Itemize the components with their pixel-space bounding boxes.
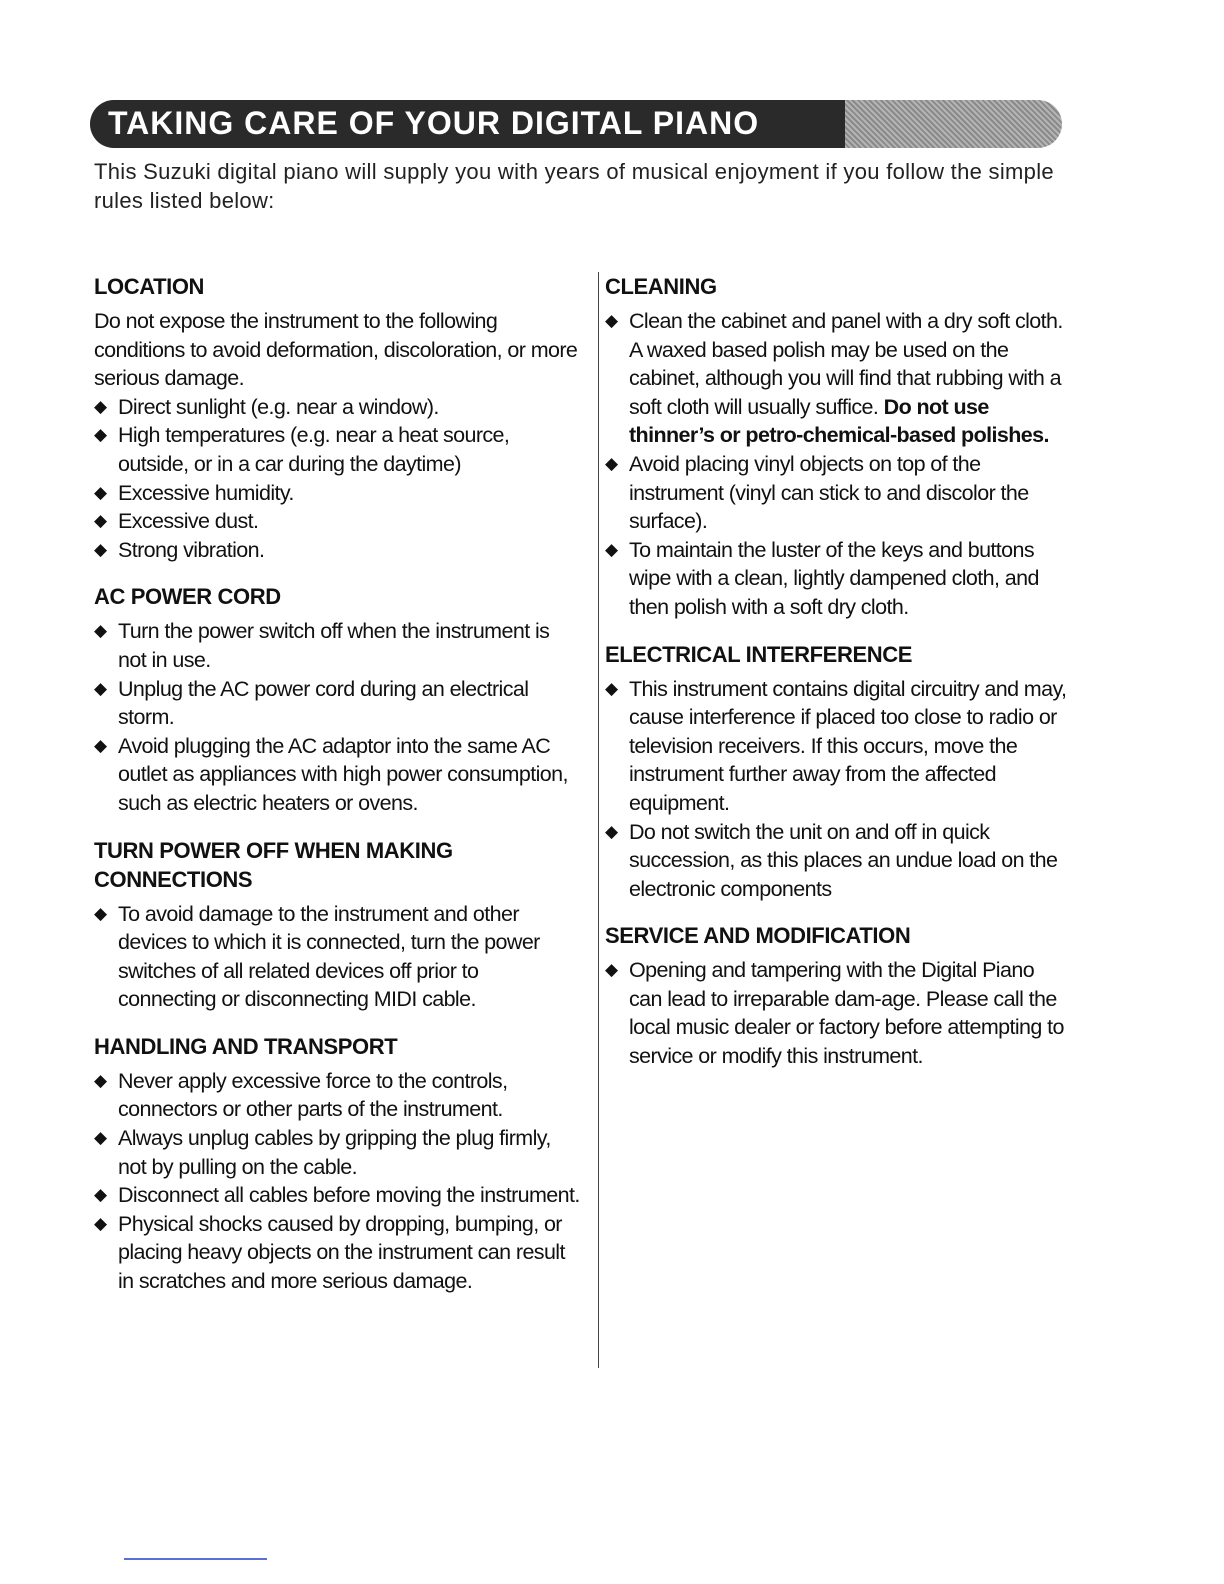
diamond-bullet-icon: ◆ [94,1128,107,1148]
bullet-list [605,956,1069,1070]
bullet-list [605,307,1069,622]
list-item: ◆ Strong vibration. [94,536,580,565]
section-heading: SERVICE AND MODIFICATION [605,923,911,949]
intro-paragraph: This Suzuki digital piano will supply you with years of musical enjoyment if you follow the simple rules listed below: [94,159,1054,213]
diamond-bullet-icon: ◆ [94,621,107,641]
list-item: ◆ Excessive dust. [94,507,580,536]
diamond-bullet-icon: ◆ [94,1185,107,1205]
page-title: TAKING CARE OF YOUR DIGITAL PIANO [108,105,760,141]
list-item: ◆ Never apply excessive force to the controls, connectors or other parts of the instrument. [94,1068,508,1122]
list-item: ◆ Clean the cabinet and panel with a dry soft cloth. A waxed based polish may be used on the cabinet, although you will find that rubbing with a soft cloth will usually suffice. Do not use thinner’s or petro-chemical-based polishes. [605,309,1063,448]
diamond-bullet-icon: ◆ [94,903,107,923]
diamond-bullet-icon: ◆ [94,425,107,445]
list-item: ◆ To maintain the luster of the keys and buttons wipe with a clean, lightly dampened cloth, and then polish with a soft dry cloth. [605,537,1039,619]
diamond-bullet-icon: ◆ [94,1213,107,1233]
section-heading: CLEANING [605,274,717,299]
list-item: ◆ To avoid damage to the instrument and other devices to which it is connected, turn the power switches of all related devices off prior to connecting or disconnecting MIDI cable. [94,901,540,1012]
section-electrical-interference [605,640,1069,904]
list-item: ◆ Avoid placing vinyl objects on top of the instrument (vinyl can stick to and discolor the surface). [605,451,1029,534]
list-item: ◆ Physical shocks caused by dropping, bumping, or placing heavy objects on the instrument can result in scratches and more serious damage. [94,1211,565,1294]
list-item: ◆ Unplug the AC power cord during an electrical storm. [94,676,529,730]
diamond-bullet-icon: ◆ [94,1070,107,1090]
list-item: ◆ High temperatures (e.g. near a heat source, outside, or in a car during the daytime) [94,423,510,476]
section-heading: AC POWER CORD [94,584,281,610]
section-location [94,272,580,564]
diamond-bullet-icon: ◆ [605,311,618,330]
bullet-list [94,617,580,817]
section-connections [94,836,580,1014]
bullet-list [94,900,580,1014]
section-heading: TURN POWER OFF WHEN MAKING CONNECTIONS [94,837,453,892]
left-column [94,272,580,1314]
section-text: Do not expose the instrument to the following conditions to avoid deformation, discoloration, or more serious damage. [94,309,578,391]
list-item: ◆ Disconnect all cables before moving the instrument. [94,1181,580,1210]
diamond-bullet-icon: ◆ [94,539,107,559]
bullet-list [94,1067,580,1296]
list-item: ◆ Opening and tampering with the Digital Piano can lead to irreparable dam-age. Please call the local music dealer or factory before attempting to service or modify this instrument. [605,958,1064,1069]
bullet-list [605,675,1069,904]
diamond-bullet-icon: ◆ [605,821,618,841]
diamond-bullet-icon: ◆ [605,960,618,980]
diamond-bullet-icon: ◆ [605,539,618,559]
section-heading: LOCATION [94,274,205,299]
diamond-bullet-icon: ◆ [94,511,107,531]
diamond-bullet-icon: ◆ [94,735,107,755]
diamond-bullet-icon: ◆ [605,678,618,698]
section-cleaning [605,272,1069,622]
list-item: ◆ Always unplug cables by gripping the plug firmly, not by pulling on the cable. [94,1126,551,1179]
diamond-bullet-icon: ◆ [94,482,107,502]
cleaning-warning: Do not use thinner’s or petro-chemical-based polishes. [629,394,1049,448]
diamond-bullet-icon: ◆ [605,453,618,473]
section-handling-transport [94,1032,580,1296]
footer-rule [124,1558,267,1560]
list-item: ◆ Direct sunlight (e.g. near a window). [94,393,580,422]
list-item: ◆ Excessive humidity. [94,479,580,508]
diamond-bullet-icon: ◆ [94,678,107,698]
bullet-list [94,393,580,565]
section-heading: HANDLING AND TRANSPORT [94,1033,398,1059]
list-item: ◆ Avoid plugging the AC adaptor into the same AC outlet as appliances with high power consumption, such as electric heaters or ovens. [94,733,568,815]
list-item: ◆ Do not switch the unit on and off in quick succession, as this places an undue load on the electronic components [605,819,1058,901]
right-column [598,272,1069,1368]
section-heading: ELECTRICAL INTERFERENCE [605,641,912,667]
title-banner [90,100,1062,148]
section-ac-power-cord [94,582,580,817]
list-item: ◆ Turn the power switch off when the instrument is not in use. [94,619,550,672]
list-item: ◆ This instrument contains digital circuitry and may, cause interference if placed too close to radio or television receivers. If this occurs, move the instrument further away from the affected equipment. [605,676,1067,815]
section-service-modification [605,921,1069,1070]
diamond-bullet-icon: ◆ [94,396,107,416]
